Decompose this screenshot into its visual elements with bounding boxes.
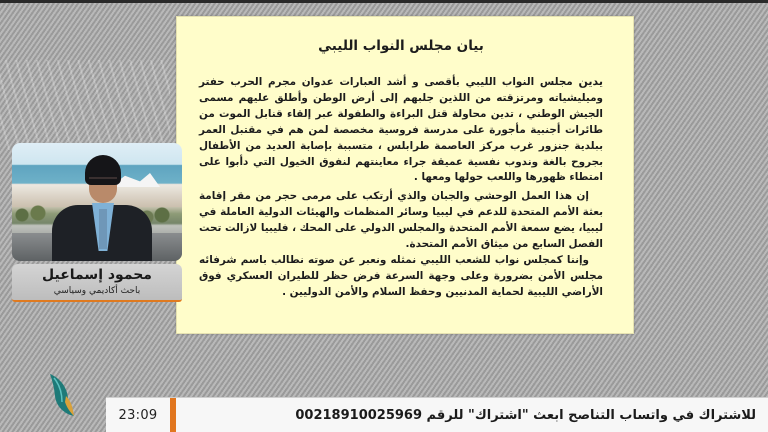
news-ticker: [106, 397, 768, 432]
guest-person: [52, 155, 152, 261]
guest-glasses: [89, 177, 117, 183]
statement-document: [176, 16, 634, 334]
document-title: بيان مجلس النواب الليبي: [318, 38, 484, 54]
clock-time: 23:09: [118, 407, 158, 423]
paragraph-lead-word: يدين: [578, 75, 603, 88]
guest-title: باحث أكاديمي وسياسي: [53, 286, 141, 296]
guest-video-window: [12, 143, 182, 261]
document-paragraph-3: وإننا كمجلس نواب للشعب الليبي نمثله ونعبر عن صوته نطالب باسم شرفائه مجلس الأمن بضرورة وعلى وجهة السرعة فرض حظر للطيران العسكري فوق الأراضي الليبية لحماية المدنيين وحفظ السلام والأمن الدوليين .: [199, 253, 603, 298]
guest-lower-third: [12, 264, 182, 302]
guest-name: محمود إسماعيل: [42, 267, 152, 283]
document-body: [199, 74, 603, 301]
paragraph-text: مجلس النواب الليبي بأقصى و أشد العبارات عدوان مجرم الحرب حفتر وميليشياته ومرتزقته من اللذين جلبهم إلى أرض الوطن وأطلق عليهم مسمى الجيش الوطني ، تدين محاولة قتل البراءة والطفولة عبر إلقاء قنابل الموت من طائرات أجنبية مأجورة على مدرسة فروسية مخصصة لمن هم في مقتبل العمر ببلدية جنزور غرب مركز العاصمة طرابلس ، متسببة بإصابة العديد من الأطفال بجروح بالغة وندوب نفسية عميقة جراء معاينتهم لنفوق الخيول التي دأبوا على امتطاء ظهورها واللعب حولها ومعها .: [199, 76, 603, 184]
guest-tie: [99, 209, 107, 249]
document-paragraph-2: إن هذا العمل الوحشي والجبان والذي أرتكب على مرمى حجر من مقر إقامة بعثة الأمم المتحدة للدعم في ليبيا وسائر المنظمات والهيئات الدولية العاملة في ليبيا، يضع سمعة الأمم المتحدة والمجلس الدولي على المحك ، فليبيا لازالت تحت الفصل السابع من ميثاق الأمم المتحدة.: [199, 190, 603, 251]
background-decoration: [0, 60, 170, 150]
document-paragraph-1: [199, 74, 603, 186]
feather-logo-icon: [46, 372, 78, 418]
top-border: [0, 0, 768, 3]
ticker-text: للاشتراك في واتساب التناصح ابعث "اشتراك" للرقم 00218910025969: [295, 407, 756, 423]
